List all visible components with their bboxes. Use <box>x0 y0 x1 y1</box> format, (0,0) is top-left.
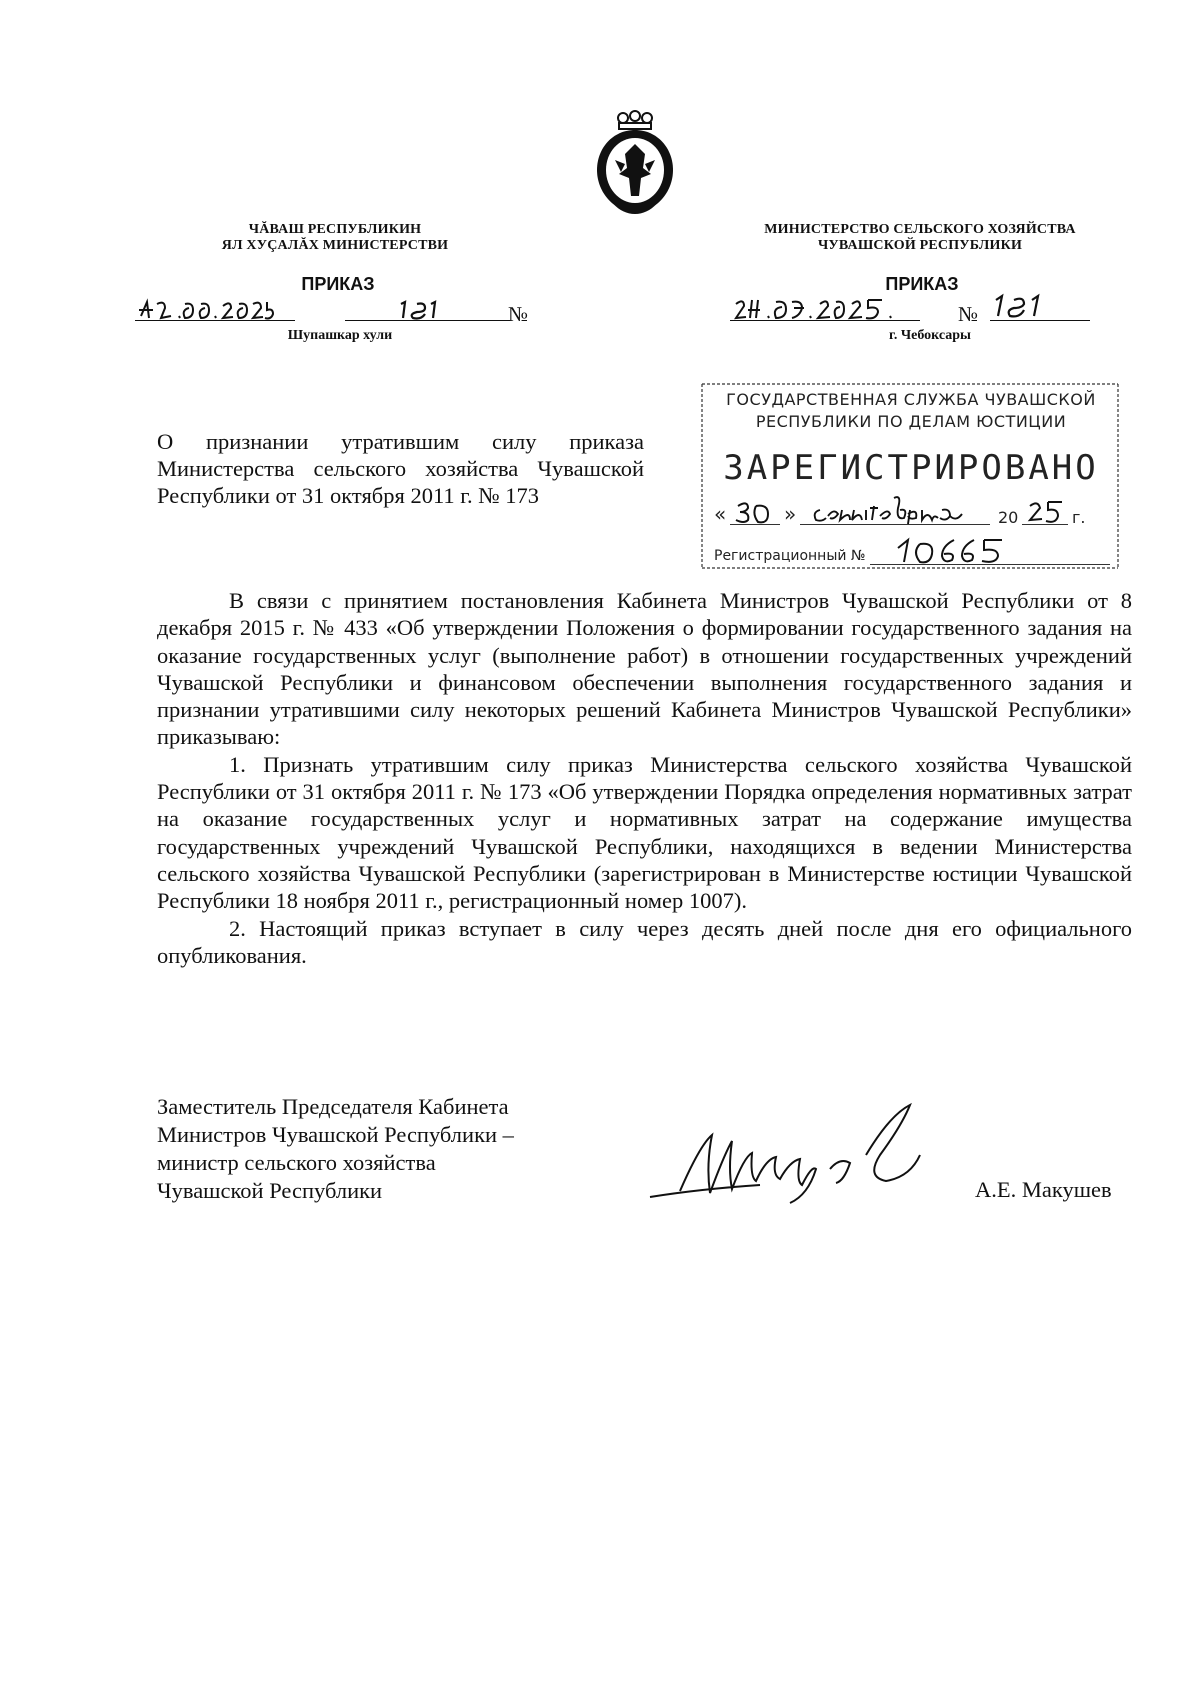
stamp-reg-number-handwritten <box>894 536 1024 566</box>
stamp-year-handwritten <box>1026 496 1066 526</box>
body-paragraph-2: 1. Признать утратившим силу приказ Министерства сельского хозяйства Чувашской Республики от 31 октября 2011 г. № 173 «Об утверждении Порядка определения нормативных затрат на оказание государственных услуг и нормативных затрат на содержание имущества государственных учреждений Чувашской Республики, находящихся в ведении Министерства сельского хозяйства Чувашской Республики (зарегистрирован в Министерстве юстиции Чувашской Республики 18 ноября 2011 г., регистрационный номер 1007). <box>157 751 1132 914</box>
right-number-handwritten <box>990 292 1046 322</box>
signatory-line4: Чувашской Республики <box>157 1178 383 1203</box>
handwritten-signature <box>640 1085 940 1215</box>
coat-of-arms-emblem <box>585 108 685 218</box>
stamp-day-handwritten <box>734 498 776 526</box>
right-doc-type: ПРИКАЗ <box>885 274 959 294</box>
right-org-name <box>720 222 1120 254</box>
stamp-close-quote: » <box>784 502 797 526</box>
stamp-reg-label: Регистрационный № <box>714 548 866 564</box>
body-paragraph-1: В связи с принятием постановления Кабинета Министров Чувашской Республики от 8 декабря 2015 г. № 433 «Об утверждении Положения о формировании государственного задания на оказание государственных услуг (выполнение работ) в отношении государственных учреждений Чувашской Республики и финансовом обеспечении выполнения государственного задания и признании утратившими силу некоторых решений Кабинета Министров Чувашской Республики» приказываю: <box>157 588 1132 750</box>
left-city: Шупашкар хули <box>287 328 393 343</box>
signatory-line3: министр сельского хозяйства <box>157 1150 436 1175</box>
stamp-line1: ГОСУДАРСТВЕННАЯ СЛУЖБА ЧУВАШСКОЙ <box>726 390 1096 409</box>
left-org-line2: ЯЛ ХУÇАЛĂХ МИНИСТЕРСТВИ <box>221 238 449 253</box>
right-org-line2: ЧУВАШСКОЙ РЕСПУБЛИКИ <box>817 238 1023 253</box>
document-body <box>157 587 1132 969</box>
signatory-line1: Заместитель Председателя Кабинета <box>157 1094 509 1119</box>
stamp-year-unit: г. <box>1072 508 1086 527</box>
signatory-name: А.Е. Макушев <box>975 1177 1112 1202</box>
body-paragraph-3: 2. Настоящий приказ вступает в силу через десять дней после дня его официального опубликования. <box>157 915 1132 968</box>
stamp-year-prefix: 20 <box>998 508 1019 527</box>
right-date-handwritten <box>732 294 907 324</box>
left-number-handwritten <box>395 296 443 324</box>
left-org-line1: ЧĂВАШ РЕСПУБЛИКИН <box>248 222 422 237</box>
left-org-name <box>175 222 495 254</box>
stamp-open-quote: « <box>714 502 727 526</box>
stamp-status: ЗАРЕГИСТРИРОВАНО <box>723 448 1099 488</box>
registration-stamp <box>700 380 1120 572</box>
right-city: г. Чебоксары <box>889 328 971 343</box>
emblem-crown <box>618 111 652 129</box>
stamp-month-handwritten <box>810 492 980 526</box>
signatory-line2: Министров Чувашской Республики – <box>157 1122 514 1147</box>
document-title: О признании утратившим силу приказа Министерства сельского хозяйства Чувашской Республики от 31 октября 2011 г. № 173 <box>157 429 644 508</box>
right-number-sign: № <box>958 302 979 326</box>
stamp-line2: РЕСПУБЛИКИ ПО ДЕЛАМ ЮСТИЦИИ <box>755 412 1067 431</box>
left-date-handwritten <box>135 296 275 324</box>
signatory-position <box>157 1093 637 1205</box>
right-org-line1: МИНИСТЕРСТВО СЕЛЬСКОГО ХОЗЯЙСТВА <box>764 222 1076 237</box>
left-number-sign: № <box>508 302 529 326</box>
left-doc-type: ПРИКАЗ <box>301 274 375 294</box>
